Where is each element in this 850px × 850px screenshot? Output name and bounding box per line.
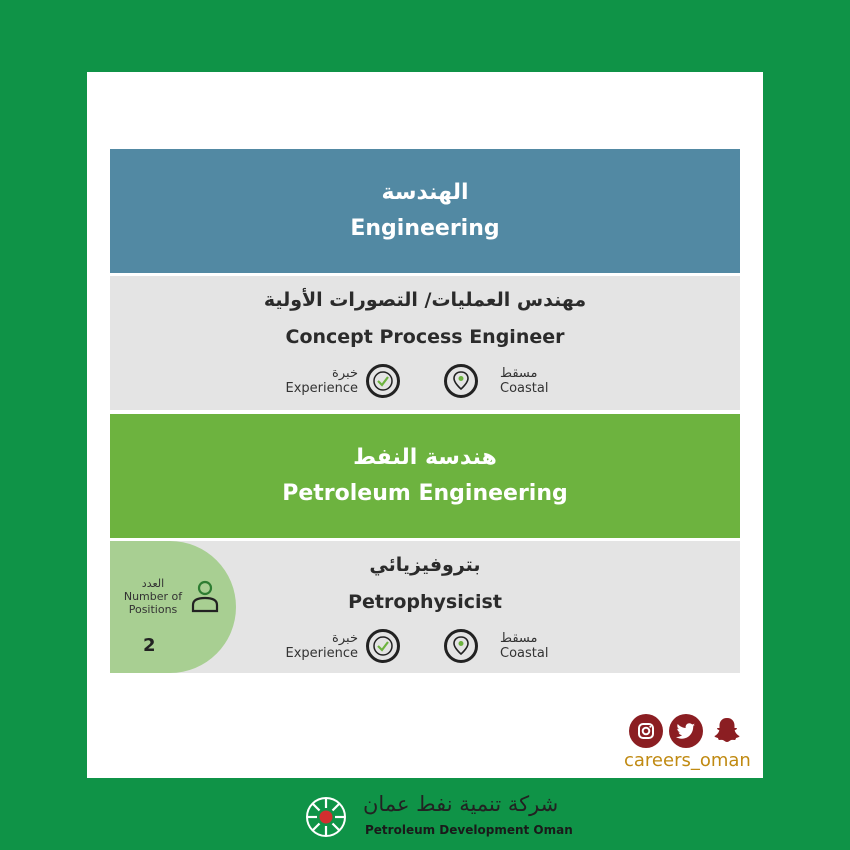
check-circle-icon: [366, 364, 400, 398]
engineering-header: [110, 149, 740, 273]
careers-handle[interactable]: careers_oman: [624, 750, 751, 771]
job-card-concept-process-engineer[interactable]: [110, 276, 740, 410]
job-title-en: Concept Process Engineer: [285, 326, 565, 348]
positions-label: العدد Number of Positions: [123, 577, 183, 616]
section-title-en: Petroleum Engineering: [282, 481, 568, 506]
snapchat-icon[interactable]: [710, 714, 744, 748]
instagram-icon[interactable]: [629, 714, 663, 748]
content-card: [87, 72, 763, 778]
section-title-en: Engineering: [350, 216, 500, 241]
location-label: مسقط Coastal: [500, 366, 549, 396]
section-title-ar: الهندسة: [381, 180, 469, 205]
job-title-en: Petrophysicist: [348, 591, 502, 613]
job-title-ar: مهندس العمليات/ التصورات الأولية: [263, 289, 587, 311]
job-card-petrophysicist[interactable]: [110, 541, 740, 673]
section-title-ar: هندسة النفط: [353, 445, 497, 470]
company-name-ar: شركة تنمية نفط عمان: [363, 792, 559, 816]
positions-count: 2: [143, 635, 156, 656]
experience-label: خبرة Experience: [285, 366, 358, 396]
pdo-logo-icon: [305, 796, 347, 838]
experience-label: خبرة Experience: [285, 631, 358, 661]
location-pin-icon: [444, 629, 478, 663]
location-pin-icon: [444, 364, 478, 398]
check-circle-icon: [366, 629, 400, 663]
job-title-ar: بتروفيزيائي: [369, 554, 481, 576]
petroleum-engineering-header: [110, 414, 740, 538]
company-name-en: Petroleum Development Oman: [365, 823, 573, 837]
twitter-icon[interactable]: [669, 714, 703, 748]
location-label: مسقط Coastal: [500, 631, 549, 661]
